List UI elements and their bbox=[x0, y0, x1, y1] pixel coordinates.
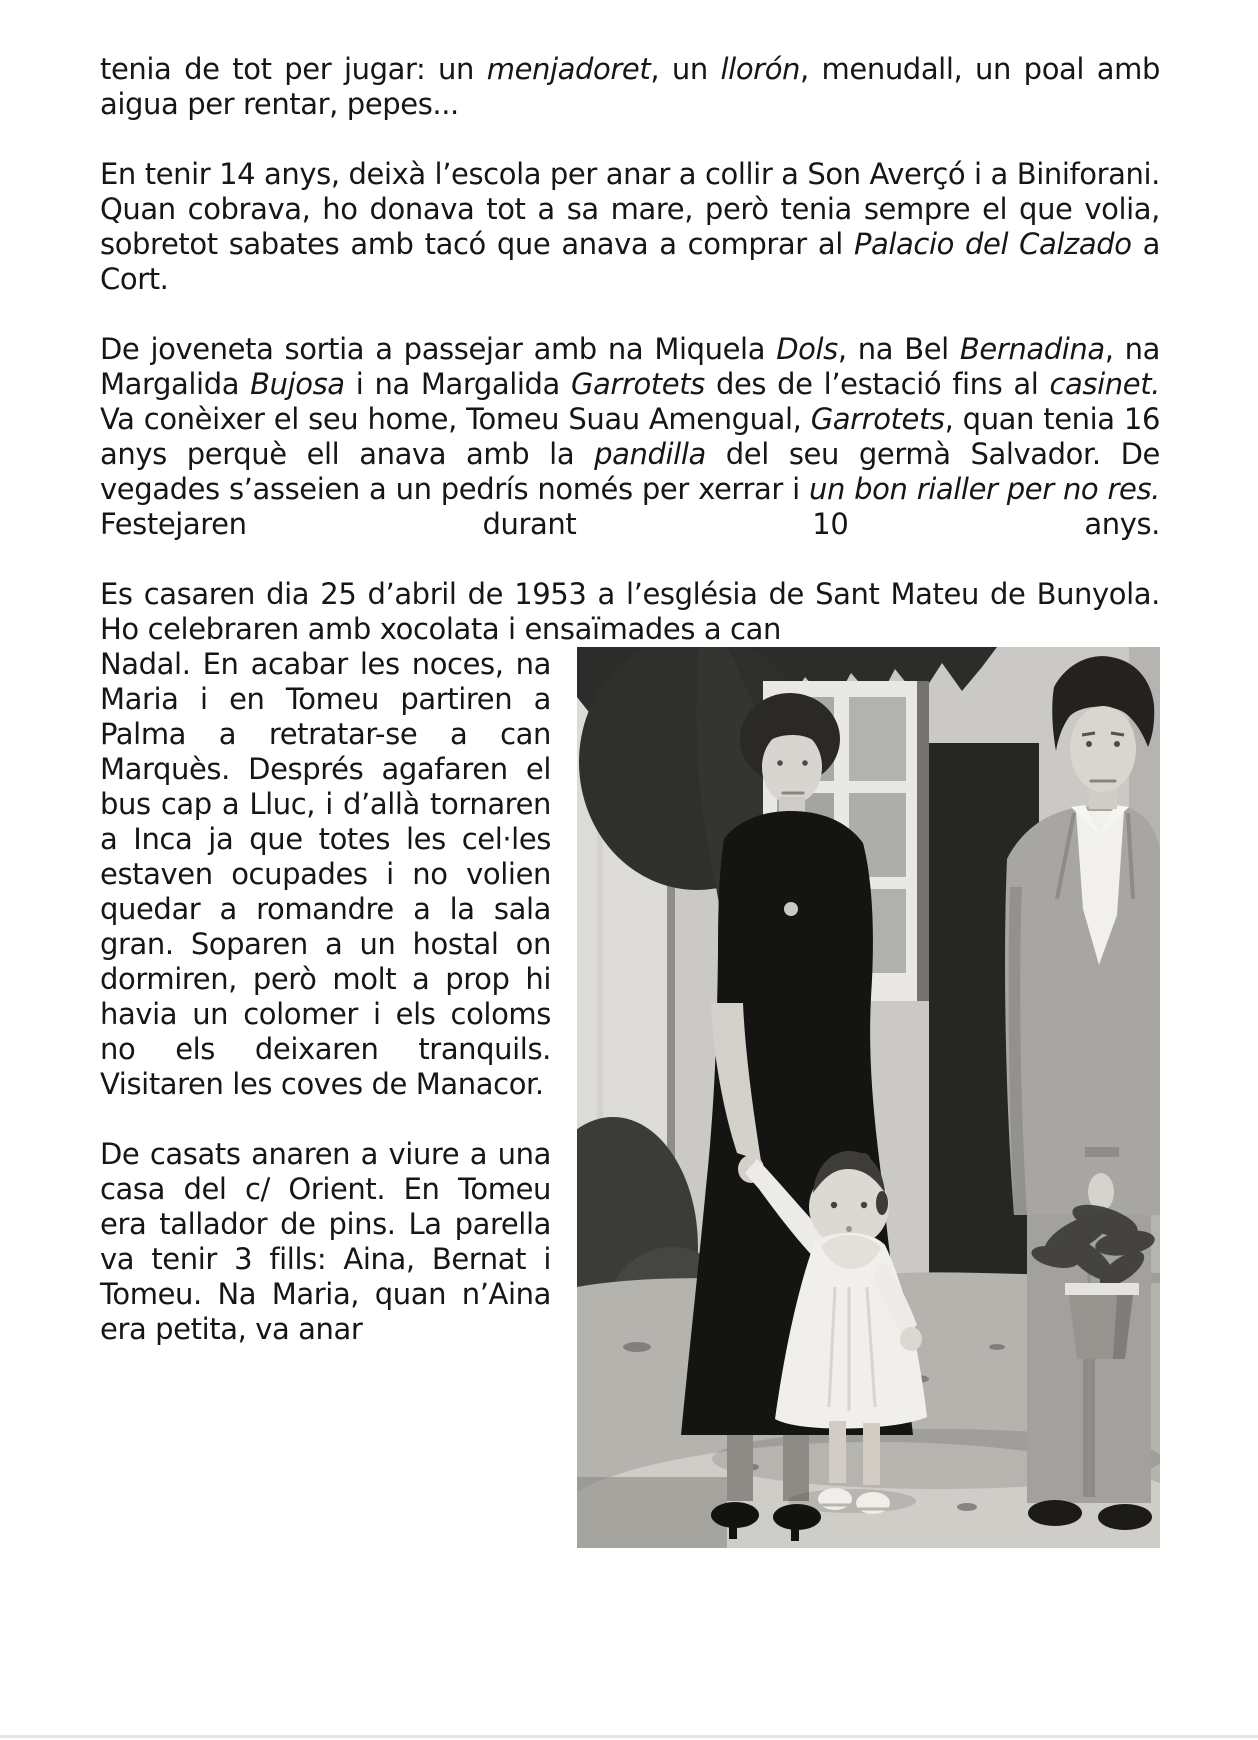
paragraph-married-life: De casats anaren a viure a una casa del c/ Orient. En Tomeu era tallador de pins. La parella va tenir 3 fills: Aina, Bernat i Tomeu. Na Maria, quan n’Aina era petita, va anar bbox=[100, 1137, 551, 1346]
wedding-photo-illustration bbox=[577, 647, 1160, 1548]
paragraph-courtship: De joveneta sortia a passejar amb na Miquela Dols, na Bel Bernadina, na Margalida Bujosa i na Margalida Garrotets des de l’estació fins al casinet. Va conèixer el seu home, Tomeu Suau Amengual, Garrotets, quan tenia 16 anys perquè ell anava amb la pandilla del seu germà Salvador. De vegades s’asseien a un pedrís només per xerrar i un bon rialler per no res. Festejaren durant 10 anys. bbox=[100, 332, 1160, 541]
paragraph-wedding-day: Nadal. En acabar les noces, na Maria i en Tomeu partiren a Palma a retratar-se a can Marquès. Després agafaren el bus cap a Lluc, i d’allà tornaren a Inca ja que totes les cel·les estaven ocupades i no volien quedar a romandre a la sala gran. Soparen a un hostal on dormiren, però molt a prop hi havia un colomer i els coloms no els deixaren tranquils. Visitaren les coves de Manacor. bbox=[100, 647, 551, 1101]
photo-text-wrap bbox=[100, 647, 1160, 1558]
wedding-photo bbox=[577, 647, 1160, 1548]
article-text bbox=[100, 52, 1160, 1558]
paragraph-toys: tenia de tot per jugar: un menjadoret, un llorón, menudall, un poal amb aigua per rentar, pepes... bbox=[100, 52, 1160, 121]
paragraph-school-work: En tenir 14 anys, deixà l’escola per anar a collir a Son Averçó i a Biniforani. Quan cobrava, ho donava tot a sa mare, però tenia sempre el que volia, sobretot sabates amb tacó que anava a comprar al Palacio del Calzado a Cort. bbox=[100, 157, 1161, 296]
scan-artifact bbox=[0, 1735, 1258, 1738]
paragraph-wedding-intro: Es casaren dia 25 d’abril de 1953 a l’església de Sant Mateu de Bunyola. Ho celebraren amb xocolata i ensaïmades a can bbox=[100, 577, 1160, 646]
